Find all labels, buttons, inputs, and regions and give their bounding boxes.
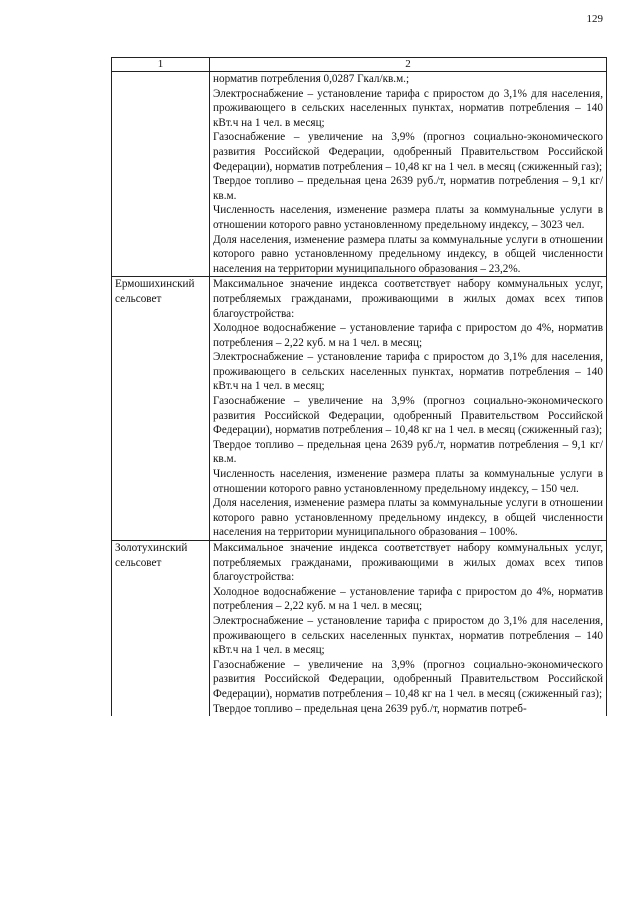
paragraph: Максимальное значение индекса соответствует набору коммунальных услуг, потребляемых гражданами, проживающими в жилых домах всех типов благоустройства: (212, 278, 603, 320)
paragraph: Электроснабжение – установление тарифа с приростом до 3,1% для населения, проживающего в сельских населенных пунктах, норматив потребления – 140 кВт.ч на 1 чел. в месяц; (212, 614, 603, 657)
paragraph: Электроснабжение – установление тарифа с приростом до 3,1% для населения, проживающего в сельских населенных пунктах, норматив потребления – 140 кВт.ч на 1 чел. в месяц; (212, 87, 603, 129)
municipal-index-table (111, 57, 607, 716)
page-number: 129 (586, 13, 603, 25)
paragraph: Максимальное значение индекса соответствует набору коммунальных услуг, потребляемых гражданами, проживающими в жилых домах всех типов благоустройства: (212, 542, 603, 584)
paragraph: Электроснабжение – установление тарифа с приростом до 3,1% для населения, проживающего в сельских населенных пунктах, норматив потребления – 140 кВт.ч на 1 чел. в месяц; (212, 351, 603, 393)
table-header-row (112, 58, 607, 72)
paragraph: Доля населения, изменение размера платы за коммунальные услуги в отношении которого равно установленному предельному индексу, в общей численности населения на территории муниципального образования – 23,2%. (212, 233, 603, 275)
paragraph: Газоснабжение – увеличение на 3,9% (прогноз социально-экономического развития Российской Федерации, одобренный Правительством Российской Федерации), норматив потребления – 10,48 кг на 1 чел. в месяц (сжиженный газ); (212, 131, 603, 173)
municipality-name: Ермошихинский сельсовет (112, 277, 210, 541)
index-description (209, 277, 606, 541)
municipality-name: Золотухинский сельсовет (112, 541, 210, 717)
paragraph: Газоснабжение – увеличение на 3,9% (прогноз социально-экономического развития Российской Федерации, одобренный Правительством Российской Федерации), норматив потребления – 10,48 кг на 1 чел. в месяц (сжиженный газ); (212, 658, 603, 700)
paragraph: Доля населения, изменение размера платы за коммунальные услуги в отношении которого равно установленному предельному индексу, в общей численности населения на территории муниципального образования – 100%. (212, 497, 603, 539)
paragraph: Холодное водоснабжение – установление тарифа с приростом до 4%, норматив потребления – 2,22 куб. м на 1 чел. в месяц; (212, 585, 603, 613)
paragraph: Холодное водоснабжение – установление тарифа с приростом до 4%, норматив потребления – 2,22 куб. м на 1 чел. в месяц; (212, 322, 603, 349)
index-description (209, 541, 606, 717)
municipality-name (112, 72, 210, 277)
table-row (112, 72, 607, 277)
index-description (209, 72, 606, 277)
column-header-1: 1 (112, 58, 210, 72)
paragraph: норматив потребления 0,0287 Гкал/кв.м.; (212, 73, 410, 85)
paragraph: Твердое топливо – предельная цена 2639 руб./т, норматив потреб- (212, 702, 527, 715)
paragraph: Численность населения, изменение размера платы за коммунальные услуги в отношении которого равно установленному предельному индексу, – 150 чел. (212, 468, 603, 495)
paragraph: Твердое топливо – предельная цена 2639 руб./т, норматив потребления – 9,1 кг/кв.м. (212, 175, 603, 202)
paragraph: Численность населения, изменение размера платы за коммунальные услуги в отношении которого равно установленному предельному индексу, – 3023 чел. (212, 204, 603, 231)
table-row (112, 541, 607, 717)
table-row (112, 277, 607, 541)
paragraph: Твердое топливо – предельная цена 2639 руб./т, норматив потребления – 9,1 кг/кв.м. (212, 438, 603, 466)
column-header-2: 2 (209, 58, 606, 72)
paragraph: Газоснабжение – увеличение на 3,9% (прогноз социально-экономического развития Российской Федерации, одобренный Правительством Российской Федерации), норматив потребления – 10,48 кг на 1 чел. в месяц (сжиженный газ); (212, 395, 603, 437)
